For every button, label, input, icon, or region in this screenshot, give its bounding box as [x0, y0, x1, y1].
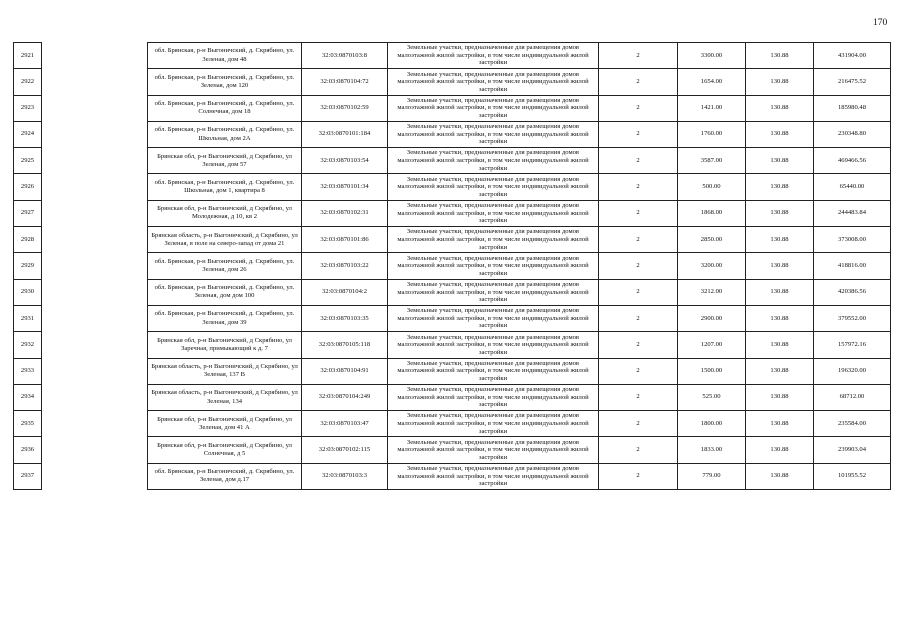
- cadastral-number-cell: 32:03:0870102:115: [302, 437, 388, 463]
- row-number-cell: 2922: [14, 69, 42, 95]
- spacer-cell: [42, 332, 148, 358]
- cadastral-value-cell: 420386.56: [814, 279, 891, 305]
- cadastral-number-cell: 32:03:0870102:31: [302, 200, 388, 226]
- cadastral-value-cell: 196320.00: [814, 358, 891, 384]
- cadastral-number-cell: 32:03:0870103:22: [302, 253, 388, 279]
- cadastral-number-cell: 32:03:0870104:2: [302, 279, 388, 305]
- table-row: [14, 253, 891, 279]
- address-cell: обл. Брянская, р-н Выгоничский, д. Скрябино, ул. Зеленая, дом 26: [148, 253, 302, 279]
- use-group-cell: 2: [599, 148, 678, 174]
- table-row: [14, 332, 891, 358]
- spacer-cell: [42, 227, 148, 253]
- cadastral-number-cell: 32:03:0870103:8: [302, 43, 388, 69]
- spacer-cell: [42, 305, 148, 331]
- cadastral-value-cell: 68712.00: [814, 384, 891, 410]
- table-row: [14, 121, 891, 147]
- table-row: [14, 69, 891, 95]
- row-number-cell: 2927: [14, 200, 42, 226]
- spacer-cell: [42, 148, 148, 174]
- land-register-table: [13, 42, 891, 490]
- cadastral-value-cell: 216475.52: [814, 69, 891, 95]
- page-number: 170: [873, 18, 888, 28]
- table-row: [14, 200, 891, 226]
- cadastral-value-cell: 431904.00: [814, 43, 891, 69]
- area-cell: 500.00: [678, 174, 746, 200]
- specific-value-cell: 130.88: [746, 95, 814, 121]
- area-cell: 3587.00: [678, 148, 746, 174]
- specific-value-cell: 130.88: [746, 43, 814, 69]
- use-group-cell: 2: [599, 227, 678, 253]
- cadastral-value-cell: 244483.84: [814, 200, 891, 226]
- cadastral-number-cell: 32:03:0870104:249: [302, 384, 388, 410]
- cadastral-number-cell: 32:03:0870102:59: [302, 95, 388, 121]
- table-row: [14, 437, 891, 463]
- use-group-cell: 2: [599, 384, 678, 410]
- cadastral-value-cell: 185980.48: [814, 95, 891, 121]
- row-number-cell: 2928: [14, 227, 42, 253]
- cadastral-number-cell: 32:03:0870103:35: [302, 305, 388, 331]
- specific-value-cell: 130.88: [746, 227, 814, 253]
- table-row: [14, 411, 891, 437]
- table-row: [14, 95, 891, 121]
- area-cell: 1500.00: [678, 358, 746, 384]
- row-number-cell: 2934: [14, 384, 42, 410]
- spacer-cell: [42, 463, 148, 489]
- area-cell: 3300.00: [678, 43, 746, 69]
- address-cell: Брянская обл, р-н Выгоничский, д Скрябино, ул Зеленая, дом 57: [148, 148, 302, 174]
- table-row: [14, 358, 891, 384]
- use-group-cell: 2: [599, 437, 678, 463]
- use-group-cell: 2: [599, 411, 678, 437]
- spacer-cell: [42, 437, 148, 463]
- specific-value-cell: 130.88: [746, 463, 814, 489]
- row-number-cell: 2924: [14, 121, 42, 147]
- area-cell: 1760.00: [678, 121, 746, 147]
- land-use-description-cell: Земельные участки, предназначенные для размещения домов малоэтажной жилой застройки, в том числе индивидуальной жилой застройки: [388, 463, 599, 489]
- area-cell: 1654.00: [678, 69, 746, 95]
- use-group-cell: 2: [599, 358, 678, 384]
- cadastral-value-cell: 235584.00: [814, 411, 891, 437]
- use-group-cell: 2: [599, 121, 678, 147]
- use-group-cell: 2: [599, 253, 678, 279]
- use-group-cell: 2: [599, 305, 678, 331]
- area-cell: 2900.00: [678, 305, 746, 331]
- use-group-cell: 2: [599, 463, 678, 489]
- use-group-cell: 2: [599, 200, 678, 226]
- cadastral-value-cell: 65440.00: [814, 174, 891, 200]
- table-row: [14, 279, 891, 305]
- row-number-cell: 2936: [14, 437, 42, 463]
- row-number-cell: 2929: [14, 253, 42, 279]
- specific-value-cell: 130.88: [746, 200, 814, 226]
- area-cell: 1868.00: [678, 200, 746, 226]
- specific-value-cell: 130.88: [746, 358, 814, 384]
- row-number-cell: 2937: [14, 463, 42, 489]
- area-cell: 3212.00: [678, 279, 746, 305]
- address-cell: обл. Брянская, р-н Выгоничский, д. Скрябино, ул. Зеленая, дом д.17: [148, 463, 302, 489]
- row-number-cell: 2923: [14, 95, 42, 121]
- address-cell: Брянская обл, р-н Выгоничский, д Скрябино, ул Зеленая, дом 41 А: [148, 411, 302, 437]
- land-use-description-cell: Земельные участки, предназначенные для размещения домов малоэтажной жилой застройки, в том числе индивидуальной жилой застройки: [388, 411, 599, 437]
- land-use-description-cell: Земельные участки, предназначенные для размещения домов малоэтажной жилой застройки, в том числе индивидуальной жилой застройки: [388, 305, 599, 331]
- table-row: [14, 384, 891, 410]
- cadastral-value-cell: 379552.00: [814, 305, 891, 331]
- land-use-description-cell: Земельные участки, предназначенные для размещения домов малоэтажной жилой застройки, в том числе индивидуальной жилой застройки: [388, 227, 599, 253]
- table-row: [14, 227, 891, 253]
- specific-value-cell: 130.88: [746, 279, 814, 305]
- specific-value-cell: 130.88: [746, 69, 814, 95]
- use-group-cell: 2: [599, 95, 678, 121]
- cadastral-number-cell: 32:03:0870101:34: [302, 174, 388, 200]
- cadastral-number-cell: 32:03:0870103:3: [302, 463, 388, 489]
- land-use-description-cell: Земельные участки, предназначенные для размещения домов малоэтажной жилой застройки, в том числе индивидуальной жилой застройки: [388, 200, 599, 226]
- row-number-cell: 2933: [14, 358, 42, 384]
- cadastral-number-cell: 32:03:0870105:118: [302, 332, 388, 358]
- spacer-cell: [42, 43, 148, 69]
- land-register-table-container: [13, 42, 891, 490]
- address-cell: Брянская область, р-н Выгоничский, д Скрябино, ул Зеленая, 134: [148, 384, 302, 410]
- cadastral-value-cell: 239903.04: [814, 437, 891, 463]
- land-use-description-cell: Земельные участки, предназначенные для размещения домов малоэтажной жилой застройки, в том числе индивидуальной жилой застройки: [388, 437, 599, 463]
- spacer-cell: [42, 279, 148, 305]
- specific-value-cell: 130.88: [746, 411, 814, 437]
- cadastral-value-cell: 469466.56: [814, 148, 891, 174]
- area-cell: 3200.00: [678, 253, 746, 279]
- row-number-cell: 2925: [14, 148, 42, 174]
- cadastral-number-cell: 32:03:0870103:54: [302, 148, 388, 174]
- use-group-cell: 2: [599, 43, 678, 69]
- land-use-description-cell: Земельные участки, предназначенные для размещения домов малоэтажной жилой застройки, в том числе индивидуальной жилой застройки: [388, 69, 599, 95]
- spacer-cell: [42, 384, 148, 410]
- cadastral-value-cell: 157972.16: [814, 332, 891, 358]
- row-number-cell: 2921: [14, 43, 42, 69]
- specific-value-cell: 130.88: [746, 174, 814, 200]
- address-cell: Брянская область, р-н Выгоничский, д Скрябино, ул Зеленая, в поле на северо-запад от дома 21: [148, 227, 302, 253]
- land-use-description-cell: Земельные участки, предназначенные для размещения домов малоэтажной жилой застройки, в том числе индивидуальной жилой застройки: [388, 279, 599, 305]
- land-use-description-cell: Земельные участки, предназначенные для размещения домов малоэтажной жилой застройки, в том числе индивидуальной жилой застройки: [388, 358, 599, 384]
- area-cell: 525.00: [678, 384, 746, 410]
- row-number-cell: 2935: [14, 411, 42, 437]
- table-row: [14, 305, 891, 331]
- address-cell: обл. Брянская, р-н Выгоничский, д. Скрябино, ул. Солнечная, дом 18: [148, 95, 302, 121]
- cadastral-value-cell: 101955.52: [814, 463, 891, 489]
- use-group-cell: 2: [599, 69, 678, 95]
- land-use-description-cell: Земельные участки, предназначенные для размещения домов малоэтажной жилой застройки, в том числе индивидуальной жилой застройки: [388, 384, 599, 410]
- area-cell: 1833.00: [678, 437, 746, 463]
- specific-value-cell: 130.88: [746, 148, 814, 174]
- cadastral-value-cell: 418816.00: [814, 253, 891, 279]
- cadastral-number-cell: 32:03:0870101:184: [302, 121, 388, 147]
- spacer-cell: [42, 253, 148, 279]
- land-use-description-cell: Земельные участки, предназначенные для размещения домов малоэтажной жилой застройки, в том числе индивидуальной жилой застройки: [388, 253, 599, 279]
- land-use-description-cell: Земельные участки, предназначенные для размещения домов малоэтажной жилой застройки, в том числе индивидуальной жилой застройки: [388, 43, 599, 69]
- land-use-description-cell: Земельные участки, предназначенные для размещения домов малоэтажной жилой застройки, в том числе индивидуальной жилой застройки: [388, 332, 599, 358]
- area-cell: 1421.00: [678, 95, 746, 121]
- area-cell: 2850.00: [678, 227, 746, 253]
- address-cell: обл. Брянская, р-н Выгоничский, д. Скрябино, ул. Школьная, дом 1, квартира 8: [148, 174, 302, 200]
- row-number-cell: 2932: [14, 332, 42, 358]
- specific-value-cell: 130.88: [746, 253, 814, 279]
- spacer-cell: [42, 358, 148, 384]
- row-number-cell: 2931: [14, 305, 42, 331]
- spacer-cell: [42, 174, 148, 200]
- area-cell: 779.00: [678, 463, 746, 489]
- use-group-cell: 2: [599, 279, 678, 305]
- use-group-cell: 2: [599, 174, 678, 200]
- spacer-cell: [42, 121, 148, 147]
- address-cell: обл. Брянская, р-н Выгоничский, д. Скрябино, ул. Зеленая, дом 120: [148, 69, 302, 95]
- address-cell: обл. Брянская, р-н Выгоничский, д. Скрябино, ул. Зеленая, дом 48: [148, 43, 302, 69]
- cadastral-value-cell: 230348.80: [814, 121, 891, 147]
- address-cell: Брянская обл, р-н Выгоничский, д Скрябино, ул Молодежная, д 10, кв 2: [148, 200, 302, 226]
- spacer-cell: [42, 95, 148, 121]
- cadastral-number-cell: 32:03:0870104:72: [302, 69, 388, 95]
- use-group-cell: 2: [599, 332, 678, 358]
- row-number-cell: 2926: [14, 174, 42, 200]
- land-use-description-cell: Земельные участки, предназначенные для размещения домов малоэтажной жилой застройки, в том числе индивидуальной жилой застройки: [388, 148, 599, 174]
- cadastral-number-cell: 32:03:0870104:91: [302, 358, 388, 384]
- specific-value-cell: 130.88: [746, 437, 814, 463]
- address-cell: обл. Брянская, р-н Выгоничский, д. Скрябино, ул. Зеленая, дом дом 100: [148, 279, 302, 305]
- land-use-description-cell: Земельные участки, предназначенные для размещения домов малоэтажной жилой застройки, в том числе индивидуальной жилой застройки: [388, 121, 599, 147]
- spacer-cell: [42, 411, 148, 437]
- spacer-cell: [42, 200, 148, 226]
- address-cell: Брянская обл, р-н Выгоничский, д Скрябино, ул Заречная, примыкающий к д. 7: [148, 332, 302, 358]
- table-row: [14, 43, 891, 69]
- row-number-cell: 2930: [14, 279, 42, 305]
- address-cell: обл. Брянская, р-н Выгоничский, д. Скрябино, ул. Школьная, дом 2А: [148, 121, 302, 147]
- cadastral-number-cell: 32:03:0870101:86: [302, 227, 388, 253]
- address-cell: обл. Брянская, р-н Выгоничский, д. Скрябино, ул. Зеленая, дом 39: [148, 305, 302, 331]
- specific-value-cell: 130.88: [746, 305, 814, 331]
- land-use-description-cell: Земельные участки, предназначенные для размещения домов малоэтажной жилой застройки, в том числе индивидуальной жилой застройки: [388, 95, 599, 121]
- table-body: [14, 43, 891, 490]
- cadastral-number-cell: 32:03:0870103:47: [302, 411, 388, 437]
- specific-value-cell: 130.88: [746, 332, 814, 358]
- land-use-description-cell: Земельные участки, предназначенные для размещения домов малоэтажной жилой застройки, в том числе индивидуальной жилой застройки: [388, 174, 599, 200]
- address-cell: Брянская обл, р-н Выгоничский, д Скрябино, ул Солнечная, д 5: [148, 437, 302, 463]
- specific-value-cell: 130.88: [746, 121, 814, 147]
- specific-value-cell: 130.88: [746, 384, 814, 410]
- area-cell: 1207.00: [678, 332, 746, 358]
- spacer-cell: [42, 69, 148, 95]
- table-row: [14, 174, 891, 200]
- table-row: [14, 148, 891, 174]
- address-cell: Брянская область, р-н Выгоничский, д Скрябино, ул Зеленая, 137 В: [148, 358, 302, 384]
- area-cell: 1800.00: [678, 411, 746, 437]
- table-row: [14, 463, 891, 489]
- cadastral-value-cell: 373008.00: [814, 227, 891, 253]
